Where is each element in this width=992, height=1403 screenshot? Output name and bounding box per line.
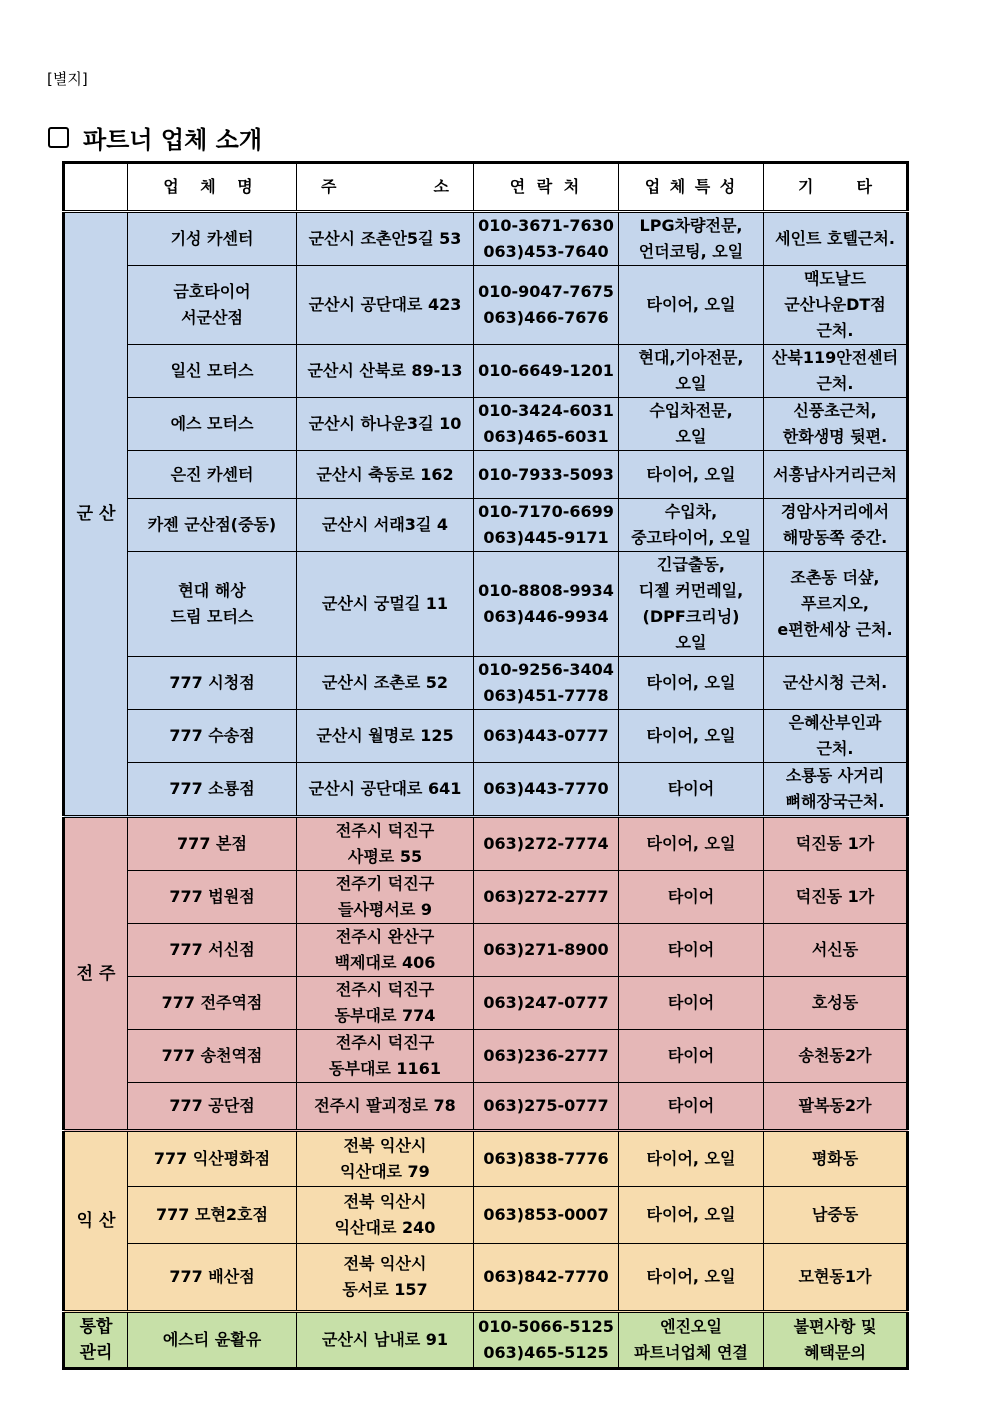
cell-name: 777 본점 <box>128 817 297 871</box>
cell-feature: 타이어 <box>619 924 764 977</box>
cell-feature: 타이어, 오일 <box>619 710 764 763</box>
cell-phone: 010-7170-6699 063)445-9171 <box>474 499 619 552</box>
cell-feature: 타이어 <box>619 1083 764 1131</box>
cell-etc: 조촌동 더샾, 푸르지오, e편한세상 근처. <box>764 552 908 657</box>
partner-table <box>62 161 909 1370</box>
cell-etc: 서흥남사거리근처 <box>764 451 908 499</box>
cell-addr: 전북 익산시 익산대로 79 <box>297 1131 474 1187</box>
cell-addr: 군산시 궁멀길 11 <box>297 552 474 657</box>
cell-feature: 타이어, 오일 <box>619 1131 764 1187</box>
cell-name: 기성 카센터 <box>128 212 297 266</box>
table-row <box>64 871 908 924</box>
region-cell: 군 산 <box>64 212 128 817</box>
cell-name: 777 송천역점 <box>128 1030 297 1083</box>
header-feature: 업 체 특 성 <box>619 163 764 212</box>
cell-name: 777 소룡점 <box>128 763 297 817</box>
table-row <box>64 1131 908 1187</box>
cell-addr: 군산시 조촌안5길 53 <box>297 212 474 266</box>
cell-feature: 타이어 <box>619 763 764 817</box>
cell-name: 777 수송점 <box>128 710 297 763</box>
table-row <box>64 499 908 552</box>
cell-name: 777 모현2호점 <box>128 1187 297 1244</box>
cell-name: 카젠 군산점(중동) <box>128 499 297 552</box>
cell-etc: 은혜산부인과 근처. <box>764 710 908 763</box>
cell-phone: 063)247-0777 <box>474 977 619 1030</box>
cell-phone: 063)272-7774 <box>474 817 619 871</box>
cell-feature: 수입차, 중고타이어, 오일 <box>619 499 764 552</box>
cell-etc: 모현동1가 <box>764 1244 908 1312</box>
cell-addr: 군산시 조촌로 52 <box>297 657 474 710</box>
cell-phone: 063)443-7770 <box>474 763 619 817</box>
cell-phone: 010-3424-6031 063)465-6031 <box>474 398 619 451</box>
header-region <box>64 163 128 212</box>
table-row <box>64 1187 908 1244</box>
table-row <box>64 977 908 1030</box>
region-cell: 전 주 <box>64 817 128 1131</box>
cell-feature: 타이어, 오일 <box>619 1187 764 1244</box>
table-row <box>64 1244 908 1312</box>
cell-addr: 전주시 덕진구 사평로 55 <box>297 817 474 871</box>
cell-etc: 산북119안전센터 근처. <box>764 345 908 398</box>
region-cell: 익 산 <box>64 1131 128 1312</box>
table-row <box>64 552 908 657</box>
cell-feature: 수입차전문, 오일 <box>619 398 764 451</box>
cell-name: 777 공단점 <box>128 1083 297 1131</box>
cell-phone: 010-9047-7675 063)466-7676 <box>474 266 619 345</box>
cell-name: 777 배산점 <box>128 1244 297 1312</box>
cell-phone: 063)443-0777 <box>474 710 619 763</box>
cell-addr: 군산시 공단대로 423 <box>297 266 474 345</box>
table-row <box>64 1083 908 1131</box>
cell-addr: 전주시 팔괴정로 78 <box>297 1083 474 1131</box>
cell-feature: 타이어, 오일 <box>619 451 764 499</box>
table-row <box>64 345 908 398</box>
cell-etc: 남중동 <box>764 1187 908 1244</box>
cell-addr: 군산시 하나운3길 10 <box>297 398 474 451</box>
cell-phone: 010-8808-9934 063)446-9934 <box>474 552 619 657</box>
header-contact: 연 락 처 <box>474 163 619 212</box>
cell-feature: 긴급출동, 디젤 커먼레일, (DPF크리닝) 오일 <box>619 552 764 657</box>
cell-etc: 덕진동 1가 <box>764 871 908 924</box>
cell-phone: 010-5066-5125 063)465-5125 <box>474 1312 619 1369</box>
cell-phone: 010-6649-1201 <box>474 345 619 398</box>
cell-feature: 타이어 <box>619 1030 764 1083</box>
cell-phone: 063)853-0007 <box>474 1187 619 1244</box>
header-row <box>64 163 908 212</box>
cell-name: 현대 해상 드림 모터스 <box>128 552 297 657</box>
cell-name: 777 시청점 <box>128 657 297 710</box>
cell-etc: 송천동2가 <box>764 1030 908 1083</box>
cell-feature: 타이어 <box>619 871 764 924</box>
cell-feature: 타이어, 오일 <box>619 657 764 710</box>
table-row <box>64 657 908 710</box>
cell-name: 777 전주역점 <box>128 977 297 1030</box>
table-row <box>64 398 908 451</box>
cell-etc: 호성동 <box>764 977 908 1030</box>
cell-feature: 현대,기아전문, 오일 <box>619 345 764 398</box>
cell-feature: LPG차량전문, 언더코팅, 오일 <box>619 212 764 266</box>
cell-phone: 063)236-2777 <box>474 1030 619 1083</box>
table-row <box>64 266 908 345</box>
cell-name: 777 법원점 <box>128 871 297 924</box>
checkbox-square-icon <box>48 127 69 148</box>
cell-etc: 평화동 <box>764 1131 908 1187</box>
section-title <box>48 120 262 155</box>
cell-feature: 타이어, 오일 <box>619 266 764 345</box>
cell-addr: 전주기 덕진구 들사평서로 9 <box>297 871 474 924</box>
cell-addr: 전주시 덕진구 동부대로 1161 <box>297 1030 474 1083</box>
cell-phone: 063)838-7776 <box>474 1131 619 1187</box>
cell-addr: 전북 익산시 동서로 157 <box>297 1244 474 1312</box>
cell-phone: 063)842-7770 <box>474 1244 619 1312</box>
cell-etc: 맥도날드 군산나운DT점 근처. <box>764 266 908 345</box>
cell-name: 금호타이어 서군산점 <box>128 266 297 345</box>
cell-addr: 전주시 덕진구 동부대로 774 <box>297 977 474 1030</box>
table-row <box>64 1312 908 1369</box>
cell-etc: 경암사거리에서 해망동쪽 중간. <box>764 499 908 552</box>
cell-name: 에스티 윤활유 <box>128 1312 297 1369</box>
cell-etc: 서신동 <box>764 924 908 977</box>
table-row <box>64 710 908 763</box>
cell-etc: 신풍초근처, 한화생명 뒷편. <box>764 398 908 451</box>
cell-etc: 군산시청 근처. <box>764 657 908 710</box>
cell-feature: 타이어 <box>619 977 764 1030</box>
table-row <box>64 1030 908 1083</box>
cell-feature: 엔진오일 파트너업체 연결 <box>619 1312 764 1369</box>
cell-feature: 타이어, 오일 <box>619 1244 764 1312</box>
header-name: 업 체 명 <box>128 163 297 212</box>
cell-name: 일신 모터스 <box>128 345 297 398</box>
cell-etc: 팔복동2가 <box>764 1083 908 1131</box>
header-address: 주 소 <box>297 163 474 212</box>
section-title-text: 파트너 업체 소개 <box>83 126 262 154</box>
cell-addr: 전주시 완산구 백제대로 406 <box>297 924 474 977</box>
header-etc: 기 타 <box>764 163 908 212</box>
table-row <box>64 817 908 871</box>
cell-addr: 군산시 공단대로 641 <box>297 763 474 817</box>
cell-etc: 불편사항 및 혜택문의 <box>764 1312 908 1369</box>
cell-addr: 군산시 산북로 89-13 <box>297 345 474 398</box>
cell-name: 은진 카센터 <box>128 451 297 499</box>
table-row <box>64 212 908 266</box>
region-cell: 통합 관리 <box>64 1312 128 1369</box>
cell-addr: 군산시 남내로 91 <box>297 1312 474 1369</box>
cell-etc: 세인트 호텔근처. <box>764 212 908 266</box>
cell-etc: 소룡동 사거리 뼈해장국근처. <box>764 763 908 817</box>
cell-phone: 063)275-0777 <box>474 1083 619 1131</box>
table-row <box>64 924 908 977</box>
cell-addr: 전북 익산시 익산대로 240 <box>297 1187 474 1244</box>
cell-phone: 010-9256-3404 063)451-7778 <box>474 657 619 710</box>
cell-phone: 010-7933-5093 <box>474 451 619 499</box>
cell-feature: 타이어, 오일 <box>619 817 764 871</box>
cell-etc: 덕진동 1가 <box>764 817 908 871</box>
table-row <box>64 451 908 499</box>
attachment-label: [별지] <box>47 70 88 88</box>
cell-phone: 063)272-2777 <box>474 871 619 924</box>
cell-phone: 063)271-8900 <box>474 924 619 977</box>
cell-addr: 군산시 월명로 125 <box>297 710 474 763</box>
cell-name: 에스 모터스 <box>128 398 297 451</box>
cell-phone: 010-3671-7630 063)453-7640 <box>474 212 619 266</box>
cell-name: 777 익산평화점 <box>128 1131 297 1187</box>
table-row <box>64 763 908 817</box>
cell-name: 777 서신점 <box>128 924 297 977</box>
cell-addr: 군산시 서래3길 4 <box>297 499 474 552</box>
cell-addr: 군산시 축동로 162 <box>297 451 474 499</box>
